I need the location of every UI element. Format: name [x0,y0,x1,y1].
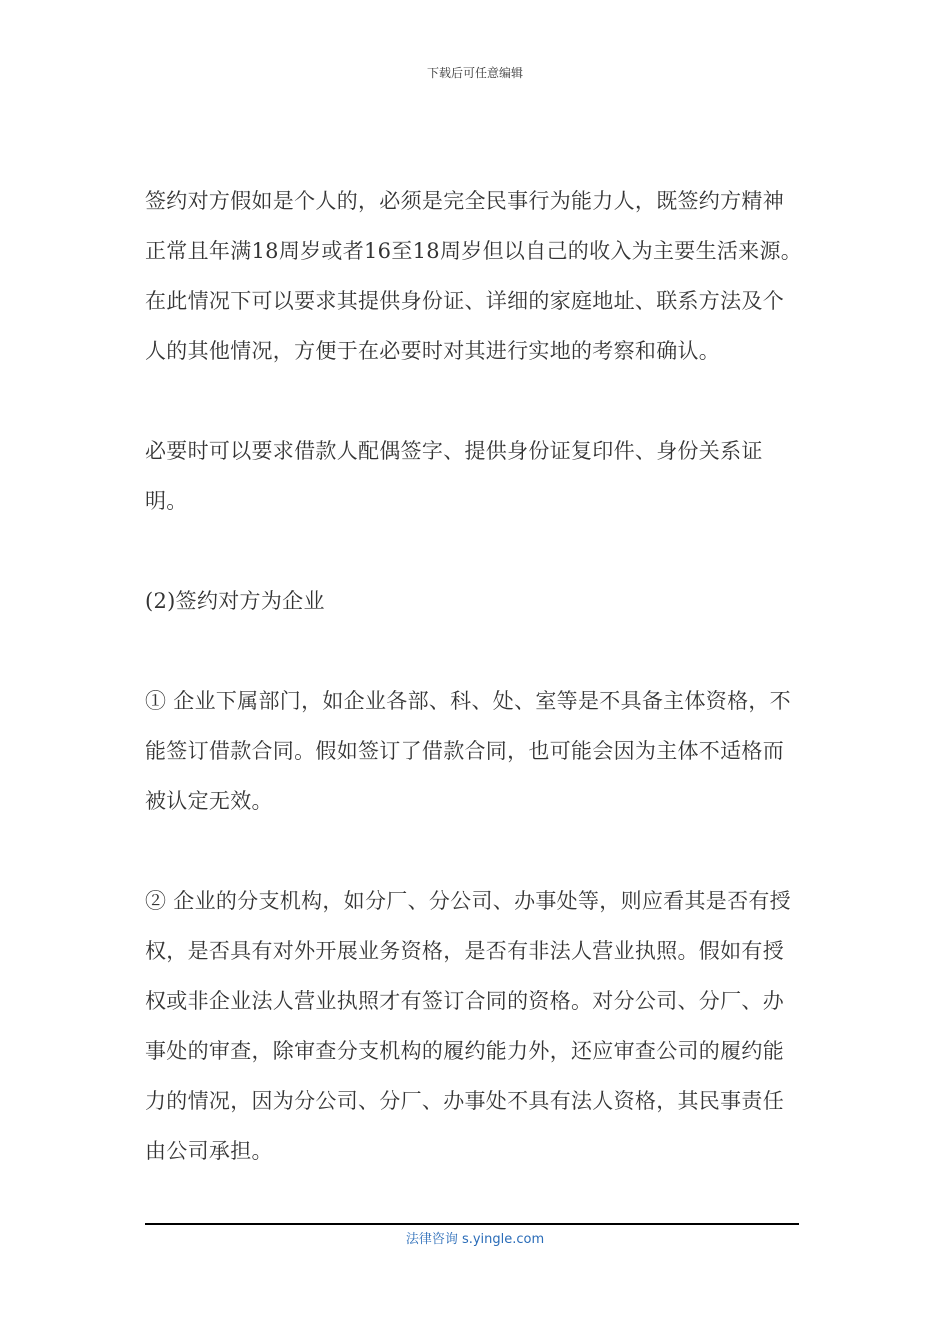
paragraph-individual-signatory: 签约对方假如是个人的，必须是完全民事行为能力人，既签约方精神正常且年满18周岁或者16至18周岁但以自己的收入为主要生活来源。在此情况下可以要求其提供身份证、详细的家庭地址、联系方法及个人的其他情况，方便于在必要时对其进行实地的考察和确认。 [145,189,803,363]
paragraph-branch-institution: ② 企业的分支机构，如分厂、分公司、办事处等，则应看其是否有授权，是否具有对外开展业务资格，是否有非法人营业执照。假如有授权或非企业法人营业执照才有签订合同的资格。对分公司、分厂、办事处的审查，除审查分支机构的履约能力外，还应审查公司的履约能力的情况，因为分公司、分厂、办事处不具有法人资格，其民事责任由公司承担。 [145,889,791,1163]
footer-divider [145,1223,799,1225]
paragraph-subordinate-department: ① 企业下属部门，如企业各部、科、处、室等是不具备主体资格，不能签订借款合同。假如签订了借款合同，也可能会因为主体不适格而被认定无效。 [145,689,791,813]
page-header: 下载后可任意编辑 [426,66,523,80]
section-heading-enterprise: (2)签约对方为企业 [145,589,325,613]
paragraph-spouse-signature: 必要时可以要求借款人配偶签字、提供身份证复印件、身份关系证明。 [145,439,763,513]
footer-link[interactable]: 法律咨询 s.yingle.com [405,1232,545,1247]
document-body [145,176,805,1226]
